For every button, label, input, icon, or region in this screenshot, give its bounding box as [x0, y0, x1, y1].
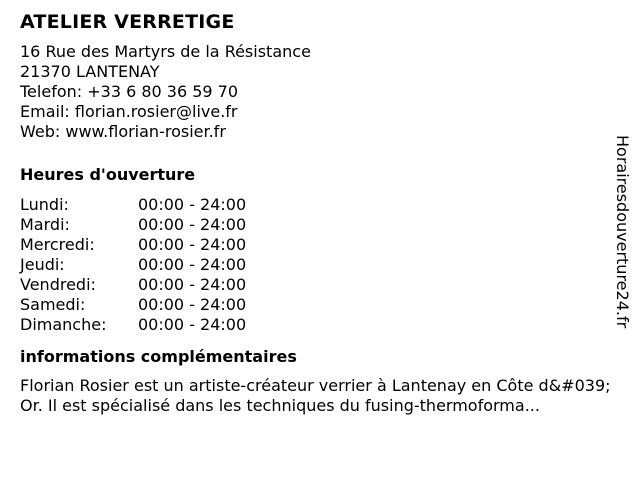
hours-row [20, 295, 610, 315]
info-heading: informations complémentaires [20, 347, 297, 366]
email-line: Email: florian.rosier@live.fr [20, 102, 238, 121]
web-line: Web: www.florian-rosier.fr [20, 122, 226, 141]
hours-time: 00:00 - 24:00 [138, 235, 247, 254]
address-street: 16 Rue des Martyrs de la Résistance [20, 42, 311, 61]
hours-day: Lundi: [20, 195, 69, 214]
hours-time: 00:00 - 24:00 [138, 295, 247, 314]
hours-row [20, 215, 610, 235]
hours-row [20, 255, 610, 275]
hours-time: 00:00 - 24:00 [138, 195, 247, 214]
hours-table [20, 195, 610, 335]
hours-day: Mercredi: [20, 235, 95, 254]
address-city: 21370 LANTENAY [20, 62, 160, 81]
hours-time: 00:00 - 24:00 [138, 275, 247, 294]
site-watermark: Horairesdouverture24.fr [613, 135, 632, 329]
hours-day: Dimanche: [20, 315, 107, 334]
info-description: Florian Rosier est un artiste-créateur verrier à Lantenay en Côte d&#039;Or. Il est spécialisé dans les techniques du fusing-thermoforma... [20, 376, 611, 415]
hours-day: Mardi: [20, 215, 70, 234]
contact-block [20, 42, 610, 142]
hours-row [20, 235, 610, 255]
phone-line: Telefon: +33 6 80 36 59 70 [20, 82, 239, 101]
hours-time: 00:00 - 24:00 [138, 215, 247, 234]
hours-day: Vendredi: [20, 275, 96, 294]
hours-heading: Heures d'ouverture [20, 165, 196, 184]
hours-time: 00:00 - 24:00 [138, 315, 247, 334]
hours-day: Samedi: [20, 295, 86, 314]
hours-row [20, 315, 610, 335]
hours-row [20, 275, 610, 295]
hours-day: Jeudi: [20, 255, 65, 274]
business-name: ATELIER VERRETIGE [20, 11, 235, 33]
hours-time: 00:00 - 24:00 [138, 255, 247, 274]
hours-row [20, 195, 610, 215]
business-card [20, 10, 610, 416]
